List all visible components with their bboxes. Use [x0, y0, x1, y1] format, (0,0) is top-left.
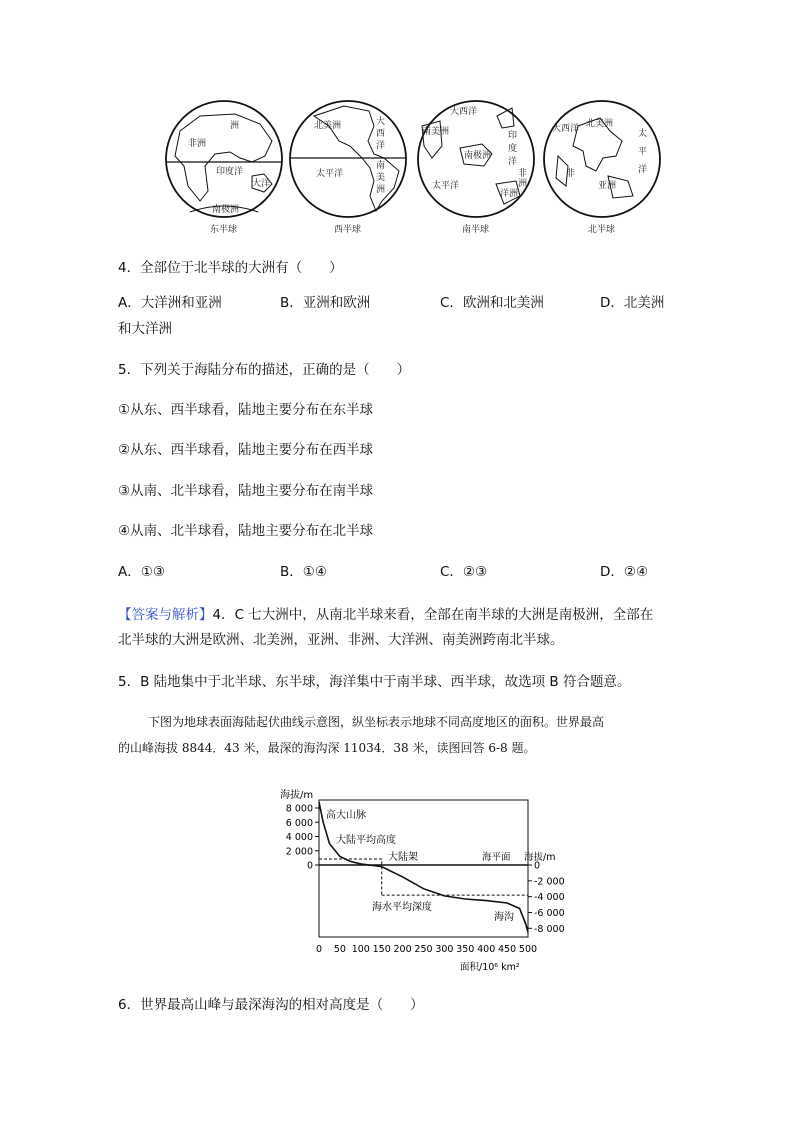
q5-option-b: B．①④ — [280, 564, 327, 580]
globe-south-label-5: 南极洲 — [464, 151, 492, 161]
globe-north-label-4: 洋 — [638, 165, 648, 175]
answer-line-3: 5．B 陆地集中于北半球、东半球，海洋集中于南半球、西半球，故选项 B 符合题意。 — [118, 674, 631, 690]
q5-statement-4: ④从南、北半球看，陆地主要分布在北半球 — [118, 523, 374, 539]
globe-south-label-4: 洋 — [508, 157, 518, 167]
globe-east-label-3: 大洋 — [252, 179, 271, 189]
q4-option-b: B．亚洲和欧洲 — [280, 295, 371, 311]
globe-south-label-7: 非 — [518, 169, 528, 179]
globe-south-label-3: 度 — [508, 144, 518, 154]
globe-south-label-2: 印 — [508, 131, 518, 141]
globe-west-label-6: 美 — [376, 173, 386, 183]
y-tick-label-right: 0 — [534, 860, 541, 872]
x-tick-label: 50 — [333, 944, 346, 955]
q4-option-a: A．大洋洲和亚洲 — [118, 295, 222, 311]
globe-north-label-1: 北美洲 — [586, 119, 614, 129]
annotation-continental-shelf: 大陆架 — [388, 852, 418, 863]
globe-east-label-2: 印度洋 — [216, 167, 244, 177]
q4-option-c: C．欧洲和北美洲 — [440, 295, 544, 311]
q5-option-a: A．①③ — [118, 564, 165, 580]
y-tick-label-left: 8 000 — [285, 803, 313, 815]
annotation-continent-average: 大陆平均高度 — [336, 835, 396, 846]
answer-text-1: 4．C 七大洲中，从南北半球来看，全部在南半球的大洲是南极洲，全部在 — [212, 607, 654, 623]
q5-statement-3: ③从南、北半球看，陆地主要分布在南半球 — [118, 483, 374, 499]
y-axis-label-left: 海拔/m — [280, 790, 314, 801]
globe-east — [166, 101, 282, 235]
q4-option-d-cont: 和大洋洲 — [118, 321, 172, 337]
q5-option-d: D．②④ — [600, 564, 649, 580]
q5-statement-1: ①从东、西半球看，陆地主要分布在东半球 — [118, 402, 374, 418]
annotation-ocean-average: 海水平均深度 — [372, 902, 432, 913]
globe-west-label-2: 西 — [376, 129, 386, 139]
x-tick-label: 450 — [498, 944, 517, 955]
x-tick-label: 150 — [372, 944, 391, 955]
globe-south-label-9: 洋洲 — [500, 189, 519, 199]
globe-south-label-1: 南美洲 — [422, 127, 450, 137]
globe-north-label-3: 平 — [638, 147, 648, 157]
globe-south-label-8: 洲 — [518, 179, 528, 189]
globe-north-label-0: 大西洋 — [552, 124, 580, 134]
globe-north-label-6: 非 — [566, 169, 576, 179]
globe-east-label-1: 非洲 — [188, 139, 207, 149]
x-tick-label: 100 — [351, 944, 370, 955]
y-axis-label-right: 海拔/m — [524, 852, 556, 863]
x-tick-label: 200 — [393, 944, 412, 955]
globe-west — [290, 101, 406, 235]
q5-stem: 5．下列关于海陆分布的描述，正确的是（ ） — [118, 362, 411, 378]
q5-option-c: C．②③ — [440, 564, 488, 580]
x-axis-label: 面积/10⁶ km² — [460, 962, 520, 973]
answer-line-1 — [118, 605, 653, 625]
globe-south — [418, 101, 534, 235]
globe-south-label-0: 大西洋 — [450, 107, 478, 117]
answer-line-2: 北半球的大洲是欧洲、北美洲，亚洲、非洲、大洋洲、南美洲跨南北半球。 — [118, 632, 564, 648]
intro-line-1: 下图为地球表面海陆起伏曲线示意图，纵坐标表示地球不同高度地区的面积。世界最高 — [148, 715, 605, 729]
annotation-sea-level: 海平面 — [482, 852, 511, 863]
y-tick-label-right: -2 000 — [534, 876, 565, 888]
land-sea-profile-chart — [270, 780, 570, 975]
globe-east-caption: 东半球 — [210, 225, 238, 235]
globe-north-label-5: 亚洲 — [598, 181, 617, 191]
x-tick-label: 250 — [414, 944, 433, 955]
y-tick-label-right: -4 000 — [534, 892, 565, 904]
x-tick-label: 350 — [456, 944, 475, 955]
y-tick-label-left: 2 000 — [285, 846, 313, 858]
x-tick-label: 500 — [518, 944, 538, 955]
globe-west-label-3: 洋 — [376, 141, 386, 151]
annotation-trench: 海沟 — [494, 912, 514, 923]
globe-east-label-4: 南极洲 — [212, 205, 240, 215]
y-tick-label-right: -8 000 — [534, 923, 565, 935]
globe-west-label-7: 洲 — [376, 185, 386, 195]
globe-north — [544, 101, 660, 235]
globe-east-label-0: 洲 — [230, 121, 240, 131]
globe-north-caption: 北半球 — [588, 225, 616, 235]
q4-option-d: D．北美洲 — [600, 295, 665, 311]
hemisphere-maps — [160, 96, 670, 238]
q4-stem: 4．全部位于北半球的大洲有（ ） — [118, 260, 343, 276]
globe-north-label-2: 太 — [638, 129, 648, 139]
x-tick-label: 0 — [315, 944, 323, 955]
annotation-high-mountains: 高大山脉 — [326, 810, 366, 821]
globe-west-label-4: 太平洋 — [316, 169, 344, 179]
y-tick-label-left: 4 000 — [285, 832, 313, 844]
q6-stem: 6．世界最高山峰与最深海沟的相对高度是（ ） — [118, 997, 424, 1013]
x-tick-label: 300 — [435, 944, 454, 955]
y-tick-label-right: -6 000 — [534, 907, 565, 919]
globe-west-label-1: 大 — [376, 117, 386, 127]
y-tick-label-left: 0 — [306, 860, 313, 872]
globe-west-label-0: 北美洲 — [314, 121, 342, 131]
globe-west-label-5: 南 — [376, 161, 386, 171]
intro-line-2: 的山峰海拔 8844．43 米，最深的海沟深 11034．38 米，读图回答 6-8 题。 — [118, 741, 536, 755]
globe-west-caption: 西半球 — [334, 225, 362, 235]
globe-south-label-6: 太平洋 — [432, 181, 460, 191]
q5-statement-2: ②从东、西半球看，陆地主要分布在西半球 — [118, 442, 374, 458]
answer-tag: 【答案与解析】 — [118, 607, 213, 623]
globe-south-caption: 南半球 — [462, 225, 490, 235]
y-tick-label-left: 6 000 — [285, 817, 313, 829]
x-tick-label: 400 — [477, 944, 496, 955]
